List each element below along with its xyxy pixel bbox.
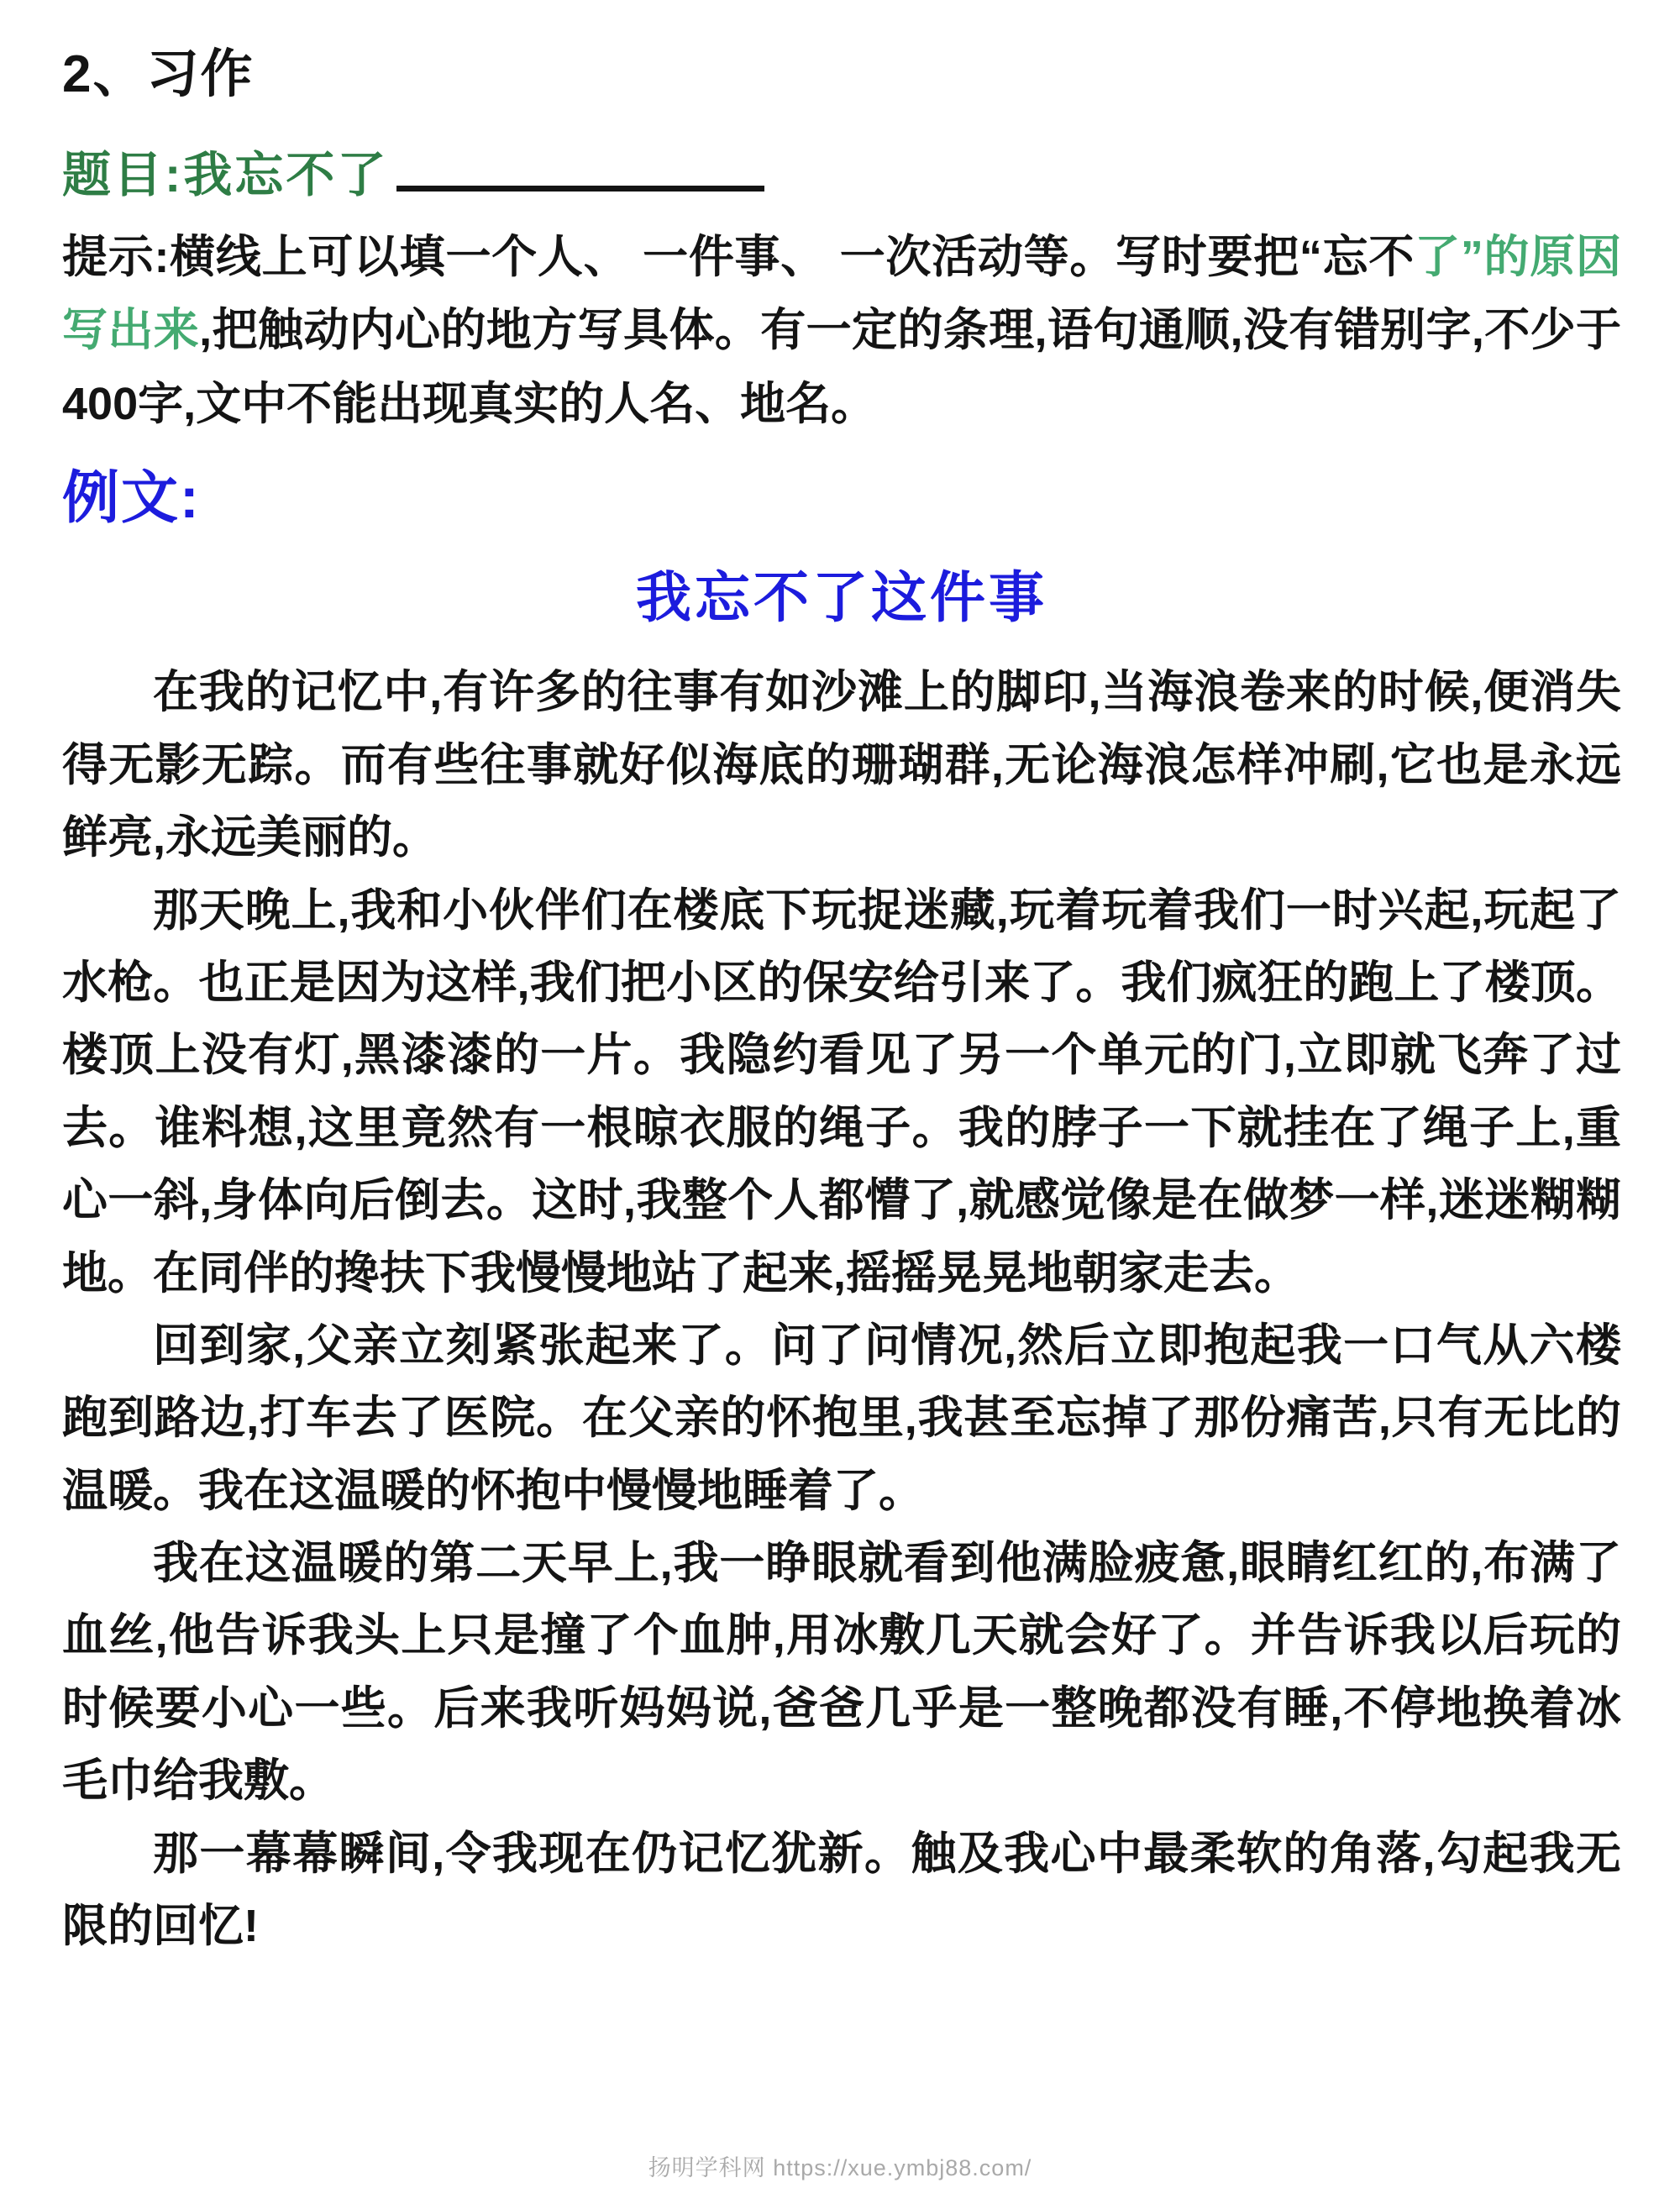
- hint-text-black-1: 提示:横线上可以填一个人、 一件事、 一次活动等。写时要把“忘不: [62, 232, 1415, 282]
- topic-line: [62, 135, 1621, 206]
- essay-body: [62, 656, 1621, 1962]
- hint-text-green-highlight: 了”的原因写出来: [62, 232, 1621, 356]
- essay-paragraph: 那天晚上,我和小伙伴们在楼底下玩捉迷藏,玩着玩着我们一时兴起,玩起了水枪。也正是因为这样,我们把小区的保安给引来了。我们疯狂的跑上了楼顶。楼顶上没有灯,黑漆漆的一片。我隐约看见了另一个单元的门,立即就飞奔了过去。谁料想,这里竟然有一根晾衣服的绳子。我的脖子一下就挂在了绳子上,重心一斜,身体向后倒去。这时,我整个人都懵了,就感觉像是在做梦一样,迷迷糊糊地。在同伴的搀扶下我慢慢地站了起来,摇摇晃晃地朝家走去。: [62, 884, 1621, 1299]
- essay-paragraph: 我在这温暖的第二天早上,我一睁眼就看到他满脸疲惫,眼睛红红的,布满了血丝,他告诉我头上只是撞了个血肿,用冰敷几天就会好了。并告诉我以后玩的时候要小心一些。后来我听妈妈说,爸爸几乎是一整晚都没有睡,不停地换着冰毛巾给我敷。: [62, 1538, 1621, 1807]
- example-label: 例文:: [62, 466, 201, 531]
- essay-title: 我忘不了这件事: [636, 566, 1047, 629]
- footer-watermark: 扬明学科网 https://xue.ymbj88.com/: [648, 2155, 1032, 2180]
- hint-text-black-2: ,把触动内心的地方写具体。有一定的条理,语句通顺,没有错别字,不少于400字,文中不能出现真实的人名、地名。: [62, 305, 1621, 429]
- topic-blank-underline: [396, 137, 764, 192]
- essay-paragraph: 回到家,父亲立刻紧张起来了。问了问情况,然后立即抱起我一口气从六楼跑到路边,打车去了医院。在父亲的怀抱里,我甚至忘掉了那份痛苦,只有无比的温暖。我在这温暖的怀抱中慢慢地睡着了。: [62, 1320, 1621, 1516]
- essay-paragraph: 在我的记忆中,有许多的往事有如沙滩上的脚印,当海浪卷来的时候,便消失得无影无踪。而有些往事就好似海底的珊瑚群,无论海浪怎样冲刷,它也是永远鲜亮,永远美丽的。: [62, 667, 1621, 863]
- essay-paragraph: 那一幕幕瞬间,令我现在仍记忆犹新。触及我心中最柔软的角落,勾起我无限的回忆!: [62, 1828, 1621, 1952]
- hint-paragraph: [62, 221, 1621, 441]
- topic-label: 题目:我忘不了: [62, 148, 389, 202]
- section-heading: 2、习作: [62, 45, 255, 103]
